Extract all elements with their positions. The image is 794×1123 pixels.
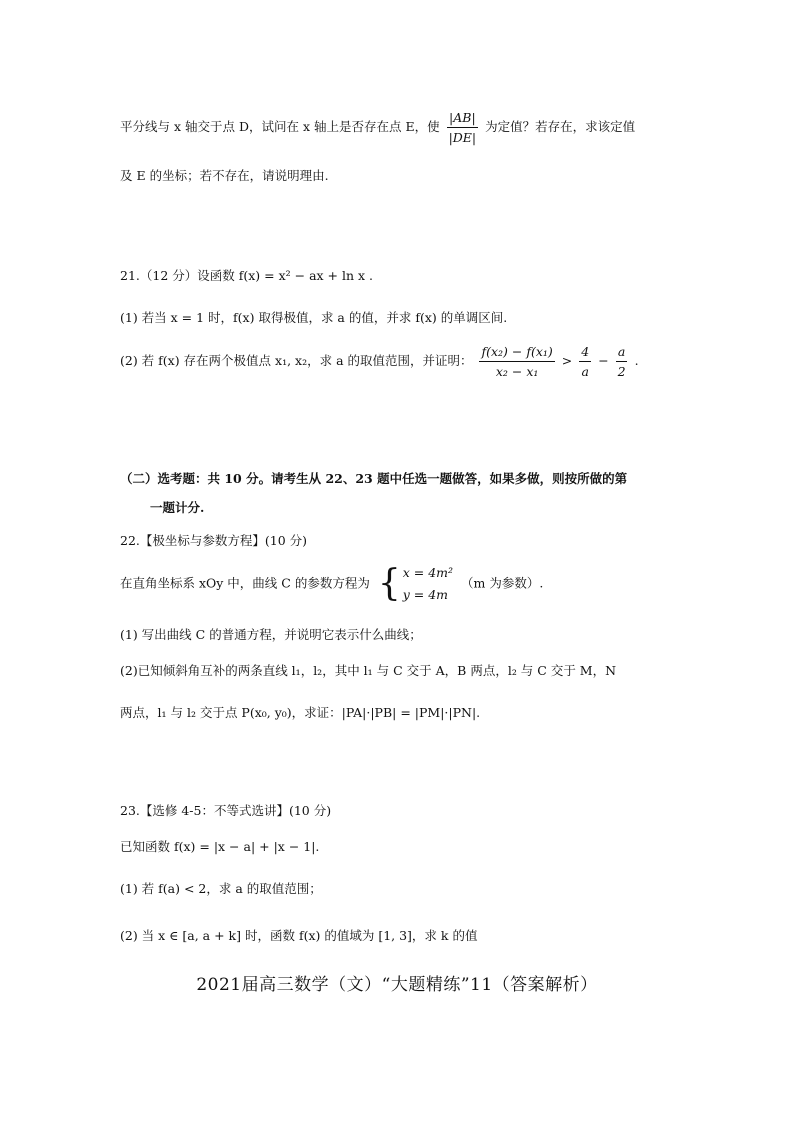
q23-stem: 已知函数 f(x) = |x − a| + |x − 1|.	[120, 839, 320, 854]
parametric-equation-system	[378, 562, 453, 606]
period: .	[634, 353, 639, 368]
fraction-denominator: 2	[617, 364, 626, 379]
fraction-denominator: a	[581, 364, 589, 379]
q22-stem-suffix: （m 为参数）.	[461, 575, 544, 591]
minus-sign: −	[598, 353, 609, 368]
q20-line1	[120, 110, 635, 145]
q23-part1: (1) 若 f(a) < 2，求 a 的取值范围；	[120, 881, 322, 896]
q21-part2-text: (2) 若 f(x) 存在两个极值点 x₁, x₂，求 a 的取值范围，并证明：	[120, 353, 473, 368]
q22-part1: (1) 写出曲线 C 的普通方程，并说明它表示什么曲线；	[120, 627, 422, 642]
q21-part1: (1) 若当 x = 1 时，f(x) 取得极值，求 a 的值，并求 f(x) 的单调区间.	[120, 310, 508, 325]
q22-stem-text: 在直角坐标系 xOy 中，曲线 C 的参数方程为	[120, 575, 370, 591]
left-brace: {	[377, 563, 401, 604]
elective-instructions-line2: 一题计分.	[150, 500, 205, 515]
q21-stem: 21.（12 分）设函数 f(x) = x² − ax + ln x .	[120, 268, 374, 283]
fraction-numerator: f(x₂) − f(x₁)	[479, 344, 554, 362]
parametric-y-equation: y = 4m	[402, 587, 449, 602]
difference-quotient-fraction	[479, 344, 554, 379]
q23-part2: (2) 当 x ∈ [a, a + k] 时，函数 f(x) 的值域为 [1, 3]，求 k 的值	[120, 928, 478, 943]
q22-part2-line2: 两点，l₁ 与 l₂ 交于点 P(x₀, y₀)，求证：|PA|·|PB| = |PM|·|PN|.	[120, 705, 481, 720]
fraction-numerator: 4	[579, 344, 591, 362]
q21-part2	[120, 344, 639, 379]
fraction-denominator: x₂ − x₁	[495, 364, 539, 379]
q22-part2-line1: (2)已知倾斜角互补的两条直线 l₁，l₂，其中 l₁ 与 C 交于 A，B 两点，l₂ 与 C 交于 M，N	[120, 663, 617, 678]
greater-than-sign: >	[561, 353, 573, 368]
q20-text-post: 为定值？若存在，求该定值	[485, 119, 636, 134]
q20-line2: 及 E 的坐标；若不存在，请说明理由.	[120, 168, 329, 183]
four-over-a-fraction	[579, 344, 591, 379]
q20-text-pre: 平分线与 x 轴交于点 D，试问在 x 轴上是否存在点 E，使	[120, 119, 440, 134]
fraction-denominator: |DE|	[448, 130, 477, 145]
q23-title: 23.【选修 4-5：不等式选讲】(10 分)	[120, 803, 332, 818]
parametric-x-equation: x = 4m²	[402, 565, 454, 580]
elective-instructions-line1: （二）选考题：共 10 分。请考生从 22、23 题中任选一题做答，如果多做，则按所做的第	[120, 471, 628, 486]
ab-over-de-fraction	[447, 110, 479, 145]
q22-stem	[120, 562, 543, 606]
q22-title: 22.【极坐标与参数方程】(10 分)	[120, 533, 308, 548]
fraction-numerator: |AB|	[447, 110, 478, 128]
document-section-title: 2021届高三数学（文）“大题精练”11（答案解析）	[196, 975, 598, 995]
a-over-two-fraction	[616, 344, 628, 379]
fraction-numerator: a	[616, 344, 627, 362]
